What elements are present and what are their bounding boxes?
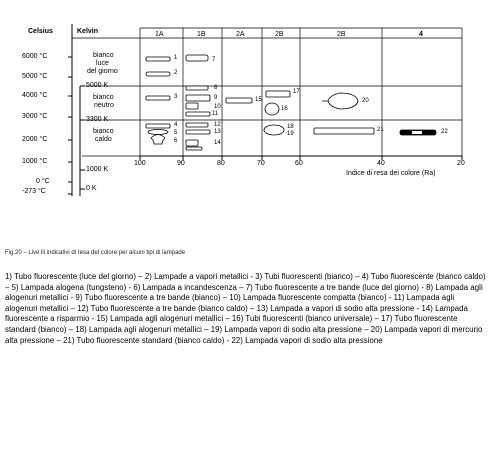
lamp-11-icon: [186, 112, 210, 116]
lamp-1-icon: [146, 57, 170, 61]
x-tick-label: 70: [257, 160, 265, 167]
celsius-tick-label: 1000 °C: [22, 158, 48, 165]
lamp-6-icon: [151, 135, 165, 145]
lamp-15-icon: [226, 98, 252, 103]
lamp-number: 1: [174, 55, 178, 61]
row-label-daylight: luce: [96, 60, 109, 67]
row-label-warm: caldo: [95, 136, 112, 143]
lamp-14b-icon: [186, 147, 202, 150]
row-label-daylight: bianco: [93, 52, 114, 59]
celsius-tick-label: 2000 °C: [22, 136, 48, 143]
x-tick-label: 20: [457, 160, 465, 167]
group-header: 2B: [337, 31, 346, 38]
kelvin-tick-label: 3300 K: [86, 116, 109, 123]
lamp-18-icon: [264, 125, 284, 135]
lamp-number: 12: [214, 122, 221, 128]
lamp-16-icon: [265, 103, 279, 115]
lamp-12-icon: [186, 123, 208, 127]
lamp-number: 13: [214, 129, 221, 135]
lamp-number: 21: [377, 127, 384, 133]
celsius-tick-label: 3000 °C: [22, 113, 48, 120]
lamp-number: 11: [212, 111, 219, 117]
celsius-tick-label: 4000 °C: [22, 92, 48, 99]
x-tick-label: 60: [295, 160, 303, 167]
celsius-ticks: [68, 57, 72, 194]
lamp-number: 22: [441, 129, 448, 135]
lamp-number: 2: [174, 70, 178, 76]
lamp-number: 6: [174, 138, 178, 144]
lamp-14-icon: [186, 140, 198, 146]
lamp-number: 3: [174, 94, 178, 100]
lamp-21-icon: [314, 128, 374, 134]
group-header: 2A: [236, 31, 245, 38]
celsius-tick-label: 6000 °C: [22, 53, 48, 60]
lamp-number: 8: [214, 85, 218, 91]
kelvin-tick-label: 0 K: [86, 185, 97, 192]
lamp-number: 20: [362, 98, 369, 104]
lamp-number: 5: [174, 130, 178, 136]
x-tick-label: 80: [217, 160, 225, 167]
celsius-label: Celsius: [28, 28, 53, 35]
lamp-8-icon: [186, 86, 208, 90]
lamp-number: 10: [214, 104, 221, 110]
lamp-number: 18: [287, 124, 294, 130]
celsius-tick-label: 5000 °C: [22, 73, 48, 80]
kelvin-tick-label: 1000 K: [86, 166, 109, 173]
lamp-10-icon: [186, 103, 198, 109]
group-header: 1A: [155, 31, 164, 38]
lamp-9-icon: [186, 95, 210, 101]
row-label-neutral: neutro: [94, 102, 114, 109]
group-header: 1B: [197, 31, 206, 38]
lamp-number: 19: [287, 131, 294, 137]
lamp-5-icon: [148, 130, 168, 135]
kelvin-ticks: [80, 86, 85, 189]
lamp-number: 14: [214, 140, 221, 146]
lamp-number: 15: [255, 97, 262, 103]
kelvin-tick-label: 5000 K: [86, 82, 109, 89]
celsius-tick-label: 0 °C: [36, 178, 50, 185]
lamp-number: 17: [293, 89, 300, 95]
lamp-17-icon: [266, 91, 290, 97]
row-label-neutral: bianco: [93, 94, 114, 101]
lamp-13-icon: [186, 130, 210, 134]
lamp-3-icon: [146, 96, 170, 100]
row-label-warm: bianco: [93, 128, 114, 135]
lamp-7-icon: [186, 55, 208, 61]
x-tick-label: 90: [177, 160, 185, 167]
kelvin-label: Kelvin: [77, 28, 99, 35]
lamp-20-icon: [322, 93, 358, 109]
celsius-tick-label: -273 °C: [22, 188, 46, 195]
lamp-4-icon: [146, 124, 170, 128]
group-separators: [140, 28, 462, 156]
lamp-number: 7: [212, 57, 216, 63]
x-tick-label: 40: [377, 160, 385, 167]
x-tick-label: 100: [134, 160, 146, 167]
lamp-number: 16: [281, 106, 288, 112]
lamp-2-icon: [146, 72, 170, 76]
group-header: 2B: [275, 31, 284, 38]
figure-caption: Fig.20 – Live lli indicativi di resa del colore per alcuni tipi di lampade: [5, 250, 186, 256]
group-header: 4: [419, 31, 423, 38]
lamp-legend-text: 1) Tubo fluorescente (luce del giorno) – 2) Lampade a vapori metallici - 3) Tubi fluorescenti (bianco) – 4) Tubo fluorescente (bianco caldo) – 5) Lampada alogena (tungsteno) - 6) Lampada a incandescenza – 7) Tubo fluorescente a tre bande (luce del giorno) - 8) Lampada agli alogenuri metallici - 9) Tubo fluorescente a tre bande (bianco) – 10) Lampada fluorescente compatta (bianco) - 11) Lampada agli alogenuri metallici – 12) Tubo fluorescente a tre bande (bianco caldo) – 13) Lampada a vapori di sodio alta pressione - 14) Lampada fluorescente a risparmio - 15) Lampada agli alogenuri metallici – 16) Tubi fluorescenti (bianco universale) – 17) Tubo fluorescente standard (bianco) – 18) Lampada agli alogenuri metallici – 19) Lampada vapori di sodio alta pressione – 20) Lampada vapori di mercurio alta pressione – 21) Tubo fluorescente standard (bianco caldo) - 22) Lampada vapori di sodio alta pressione: [5, 272, 486, 345]
lamp-number: 4: [174, 122, 178, 128]
x-axis-label: Indice di resa dei colore (Ra): [346, 170, 436, 177]
lamp-number: 9: [214, 95, 218, 101]
row-label-daylight: del giorno: [87, 68, 118, 75]
